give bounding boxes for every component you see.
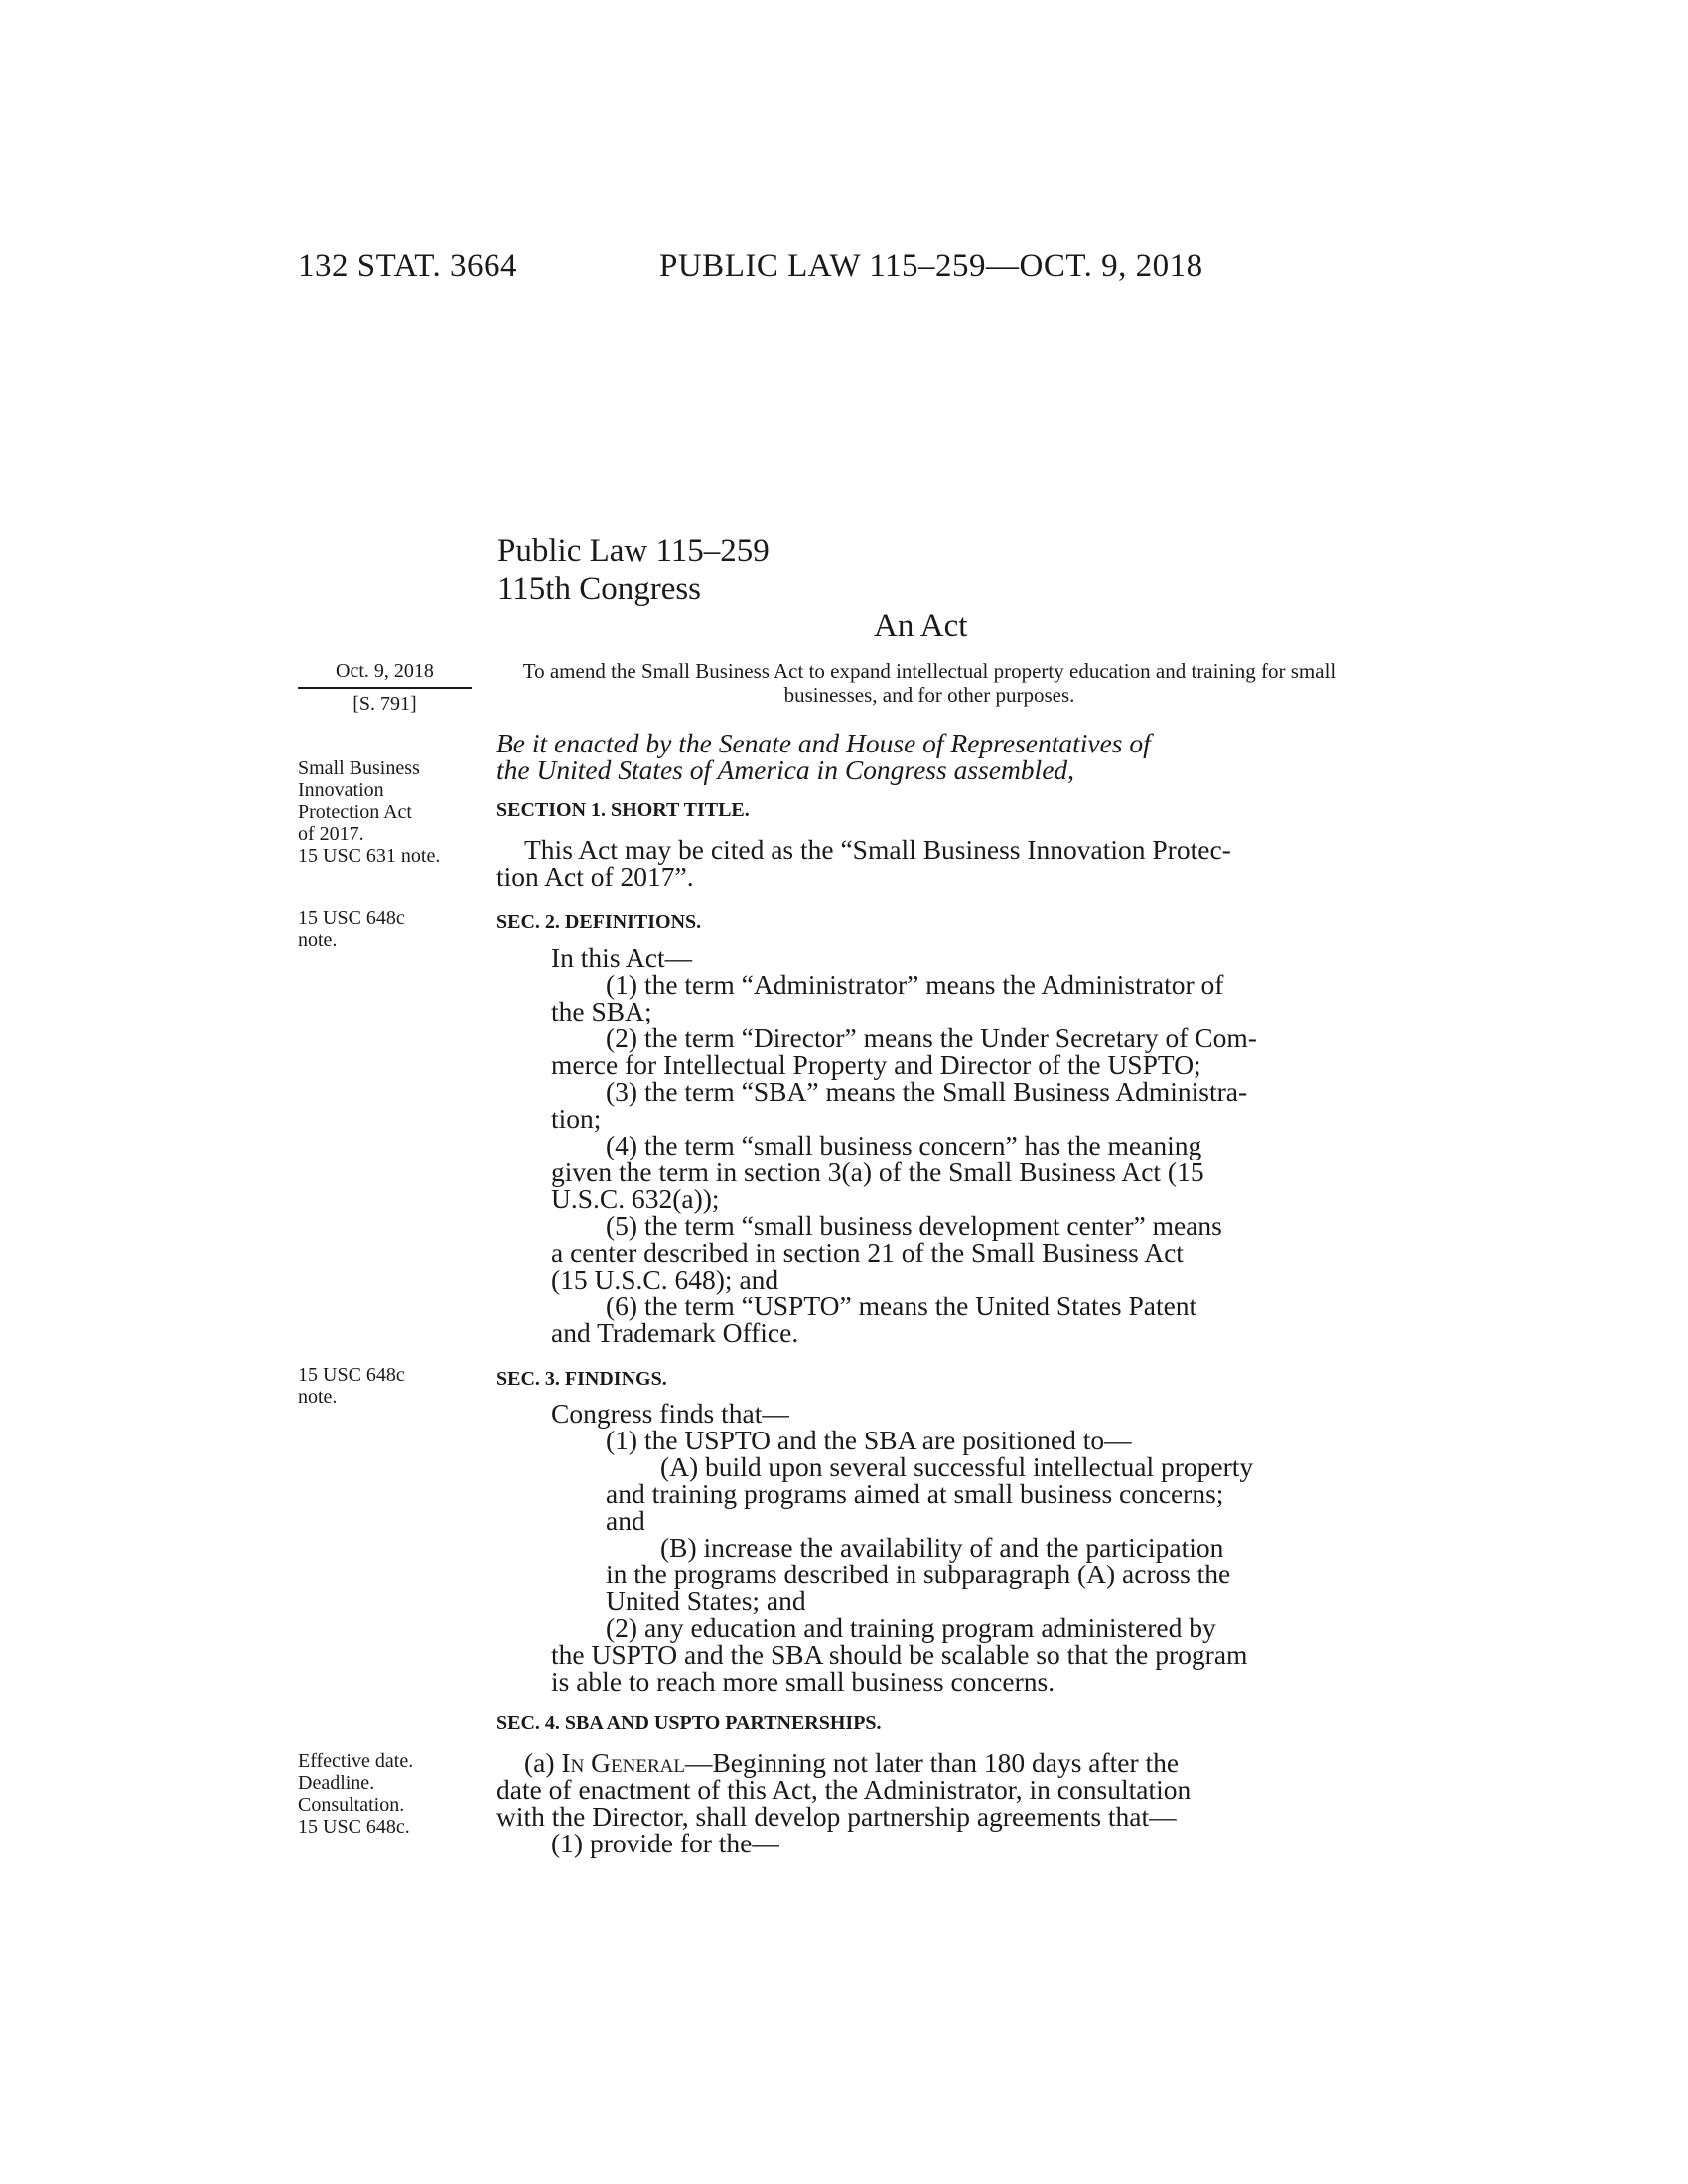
bill-number-note: [S. 791]	[352, 693, 417, 715]
def-5-line-1: (5) the term “small business development center” means	[606, 1210, 1222, 1241]
sec3-intro: Congress finds that—	[551, 1398, 789, 1429]
date-divider	[298, 687, 472, 689]
short-title-margin-note	[298, 757, 440, 867]
def-5-line-3: (15 U.S.C. 648); and	[551, 1264, 779, 1295]
finding-2-line-2: the USPTO and the SBA should be scalable so that the program	[551, 1639, 1248, 1670]
sec4-margin-note	[298, 1750, 413, 1838]
def-2-line-2: merce for Intellectual Property and Director of the USPTO;	[551, 1049, 1201, 1080]
margin-note-line: note.	[298, 1386, 338, 1408]
section-2-heading: SEC. 2. DEFINITIONS.	[496, 911, 702, 933]
sec4-a-line-1	[524, 1749, 1358, 1777]
margin-note-line: Small Business	[298, 757, 420, 779]
def-4-line-2: given the term in section 3(a) of the Small Business Act (15	[551, 1157, 1204, 1187]
finding-b-line-3: United States; and	[606, 1585, 806, 1616]
findings-margin-note	[298, 1364, 405, 1408]
def-4-line-1: (4) the term “small business concern” has the meaning	[606, 1130, 1202, 1160]
def-1-line-2: the SBA;	[551, 996, 652, 1026]
margin-note-line: Consultation.	[298, 1794, 405, 1816]
finding-2-line-3: is able to reach more small business concerns.	[551, 1666, 1055, 1697]
def-3-line-2: tion;	[551, 1103, 602, 1134]
section-3-heading: SEC. 3. FINDINGS.	[496, 1368, 667, 1390]
def-1-line-1: (1) the term “Administrator” means the Administrator of	[606, 969, 1224, 1000]
sec4-a-line-3: with the Director, shall develop partnership agreements that—	[496, 1801, 1177, 1832]
margin-note-line: note.	[298, 929, 338, 951]
margin-note-line: 15 USC 648c.	[298, 1816, 410, 1838]
an-act-heading: An Act	[874, 609, 968, 644]
margin-note-line: Protection Act	[298, 801, 412, 823]
def-2-line-1: (2) the term “Director” means the Under Secretary of Com-	[606, 1023, 1257, 1053]
definitions-margin-note	[298, 907, 405, 951]
finding-2-line-1: (2) any education and training program administered by	[606, 1612, 1216, 1643]
margin-note-line: 15 USC 648c	[298, 907, 405, 929]
public-law-number: Public Law 115–259	[497, 533, 770, 569]
finding-a-line-2: and training programs aimed at small business concerns;	[606, 1478, 1224, 1509]
enactment-date-note: Oct. 9, 2018	[336, 660, 434, 682]
running-title: PUBLIC LAW 115–259—OCT. 9, 2018	[659, 248, 1203, 284]
margin-note-line: 15 USC 631 note.	[298, 845, 441, 867]
finding-b-line-1: (B) increase the availability of and the participation	[660, 1532, 1224, 1563]
enacting-clause-line-1: Be it enacted by the Senate and House of Representatives of	[496, 728, 1151, 758]
finding-a-line-1: (A) build upon several successful intellectual property	[660, 1451, 1254, 1482]
def-3-line-1: (3) the term “SBA” means the Small Business Administra-	[606, 1076, 1248, 1107]
def-5-line-2: a center described in section 21 of the Small Business Act	[551, 1237, 1184, 1268]
margin-note-line: 15 USC 648c	[298, 1364, 405, 1386]
congress-number: 115th Congress	[497, 571, 702, 607]
section-4-heading: SEC. 4. SBA AND USPTO PARTNERSHIPS.	[496, 1712, 882, 1734]
enacting-clause-line-2: the United States of America in Congress assembled,	[496, 754, 1075, 785]
sec1-line-1: This Act may be cited as the “Small Business Innovation Protec-	[524, 834, 1231, 865]
section-1-heading: SECTION 1. SHORT TITLE.	[496, 799, 750, 821]
def-6-line-2: and Trademark Office.	[551, 1317, 799, 1348]
def-6-line-1: (6) the term “USPTO” means the United States Patent	[606, 1291, 1197, 1321]
margin-note-line: Effective date.	[298, 1750, 414, 1772]
subsection-caption: In General	[561, 1747, 685, 1778]
sec4-a-paragraph-1: (1) provide for the—	[551, 1828, 779, 1858]
subsection-text: —Beginning not later than 180 days after the	[684, 1747, 1180, 1778]
margin-note-line: of 2017.	[298, 823, 364, 845]
finding-a-line-3: and	[606, 1505, 645, 1536]
sec2-intro: In this Act—	[551, 942, 693, 973]
subsection-label: (a)	[524, 1747, 562, 1778]
finding-b-line-2: in the programs described in subparagraph (A) across the	[606, 1559, 1231, 1589]
sec1-line-2: tion Act of 2017”.	[496, 861, 694, 891]
finding-1: (1) the USPTO and the SBA are positioned to—	[606, 1425, 1132, 1455]
margin-note-line: Innovation	[298, 779, 384, 801]
sec4-a-line-2: date of enactment of this Act, the Administrator, in consultation	[496, 1774, 1192, 1805]
margin-note-line: Deadline.	[298, 1772, 375, 1794]
statute-page-number: 132 STAT. 3664	[298, 248, 518, 284]
act-purpose: To amend the Small Business Act to expand intellectual property education and training for small businesses, and for other purposes.	[522, 659, 1336, 707]
def-4-line-3: U.S.C. 632(a));	[551, 1183, 720, 1214]
